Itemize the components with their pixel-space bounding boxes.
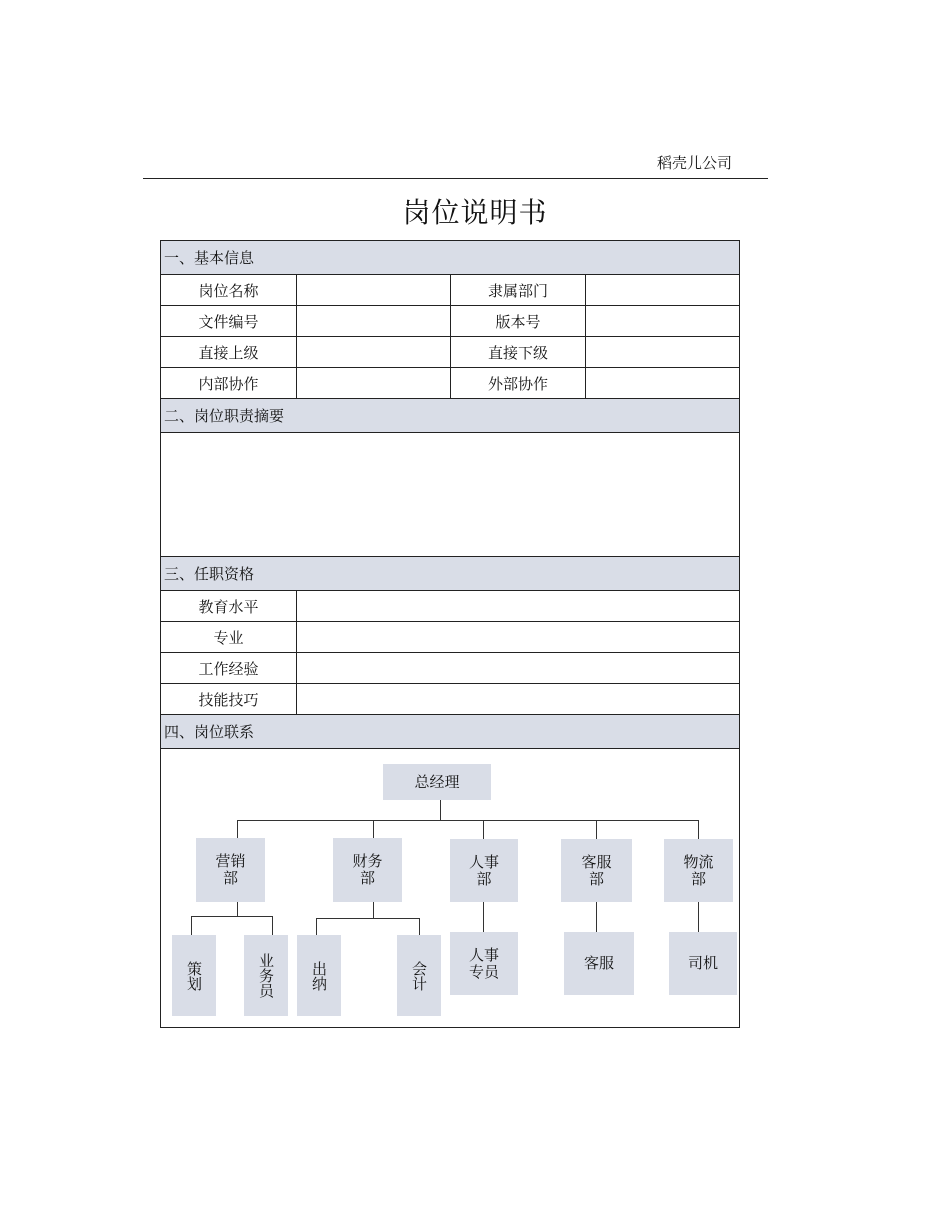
org-node-label: 策划 [185,960,203,991]
org-node-label: 出纳 [310,960,328,991]
org-node-label: 会计 [410,960,428,991]
section-duties-heading: 二、岗位职责摘要 [161,399,739,433]
org-node-label: 司机 [687,954,718,972]
value-direct-subordinate[interactable] [586,337,739,367]
table-row [161,368,739,399]
value-department[interactable] [586,275,739,305]
value-version[interactable] [586,306,739,336]
connector-line [483,902,484,932]
org-node-logistics [664,839,733,902]
label-direct-superior: 直接上级 [161,337,297,367]
label-skills: 技能技巧 [161,684,297,714]
org-node-label: 人事 专员 [468,945,499,981]
label-internal-collab: 内部协作 [161,368,297,398]
org-node-label: 人事 部 [468,852,499,888]
connector-line [191,916,272,917]
connector-line [596,902,597,932]
connector-line [191,916,192,935]
label-major: 专业 [161,622,297,652]
label-education: 教育水平 [161,591,297,621]
job-description-sheet [160,240,740,1028]
table-row [161,591,739,622]
connector-line [440,800,441,821]
org-node-hr-specialist [450,932,518,995]
label-version: 版本号 [451,306,586,336]
connector-line [373,820,374,838]
org-node-salesperson [244,935,288,1016]
connector-line [373,902,374,918]
org-node-hr [450,839,518,902]
label-experience: 工作经验 [161,653,297,683]
label-external-collab: 外部协作 [451,368,586,398]
value-internal-collab[interactable] [297,368,451,398]
table-row [161,306,739,337]
org-node-label: 业务员 [257,953,275,998]
company-name: 稻壳儿公司 [656,154,732,172]
table-row [161,653,739,684]
connector-line [316,918,419,919]
org-node-general-manager: 总经理 [383,764,491,800]
connector-line [316,918,317,935]
duties-summary-area[interactable] [161,433,739,557]
connector-line [419,918,420,935]
table-row [161,337,739,368]
section-relations-heading: 四、岗位联系 [161,715,739,749]
org-node-label: 物流 部 [683,852,714,888]
connector-line [698,820,699,839]
value-external-collab[interactable] [586,368,739,398]
connector-line [596,820,597,839]
org-node-driver [669,932,737,995]
value-skills[interactable] [297,684,739,714]
org-node-marketing [196,838,265,902]
org-node-label: 客服 [583,954,614,972]
value-major[interactable] [297,622,739,652]
connector-line [237,902,238,916]
org-node-accountant [397,935,441,1016]
value-position-name[interactable] [297,275,451,305]
org-chart [161,749,739,1027]
section-qualifications-heading: 三、任职资格 [161,557,739,591]
page-title: 岗位说明书 [402,196,548,229]
connector-line [698,902,699,932]
connector-line [237,820,698,821]
value-experience[interactable] [297,653,739,683]
org-node-label: 财务 部 [352,852,383,887]
org-node-label: 营销 部 [215,852,246,887]
value-direct-superior[interactable] [297,337,451,367]
connector-line [483,820,484,839]
section-basic-info-heading: 一、基本信息 [161,241,739,275]
header-rule [143,178,768,179]
table-row [161,275,739,306]
label-file-number: 文件编号 [161,306,297,336]
org-node-customer-service [561,839,632,902]
label-position-name: 岗位名称 [161,275,297,305]
table-row [161,684,739,715]
org-node-finance [333,838,402,902]
org-node-cs-staff [564,932,634,995]
org-node-planning [172,935,216,1016]
table-row [161,622,739,653]
org-node-cashier [297,935,341,1016]
connector-line [272,916,273,935]
value-education[interactable] [297,591,739,621]
label-department: 隶属部门 [451,275,586,305]
label-direct-subordinate: 直接下级 [451,337,586,367]
value-file-number[interactable] [297,306,451,336]
connector-line [237,820,238,838]
org-node-label: 客服 部 [581,852,612,888]
